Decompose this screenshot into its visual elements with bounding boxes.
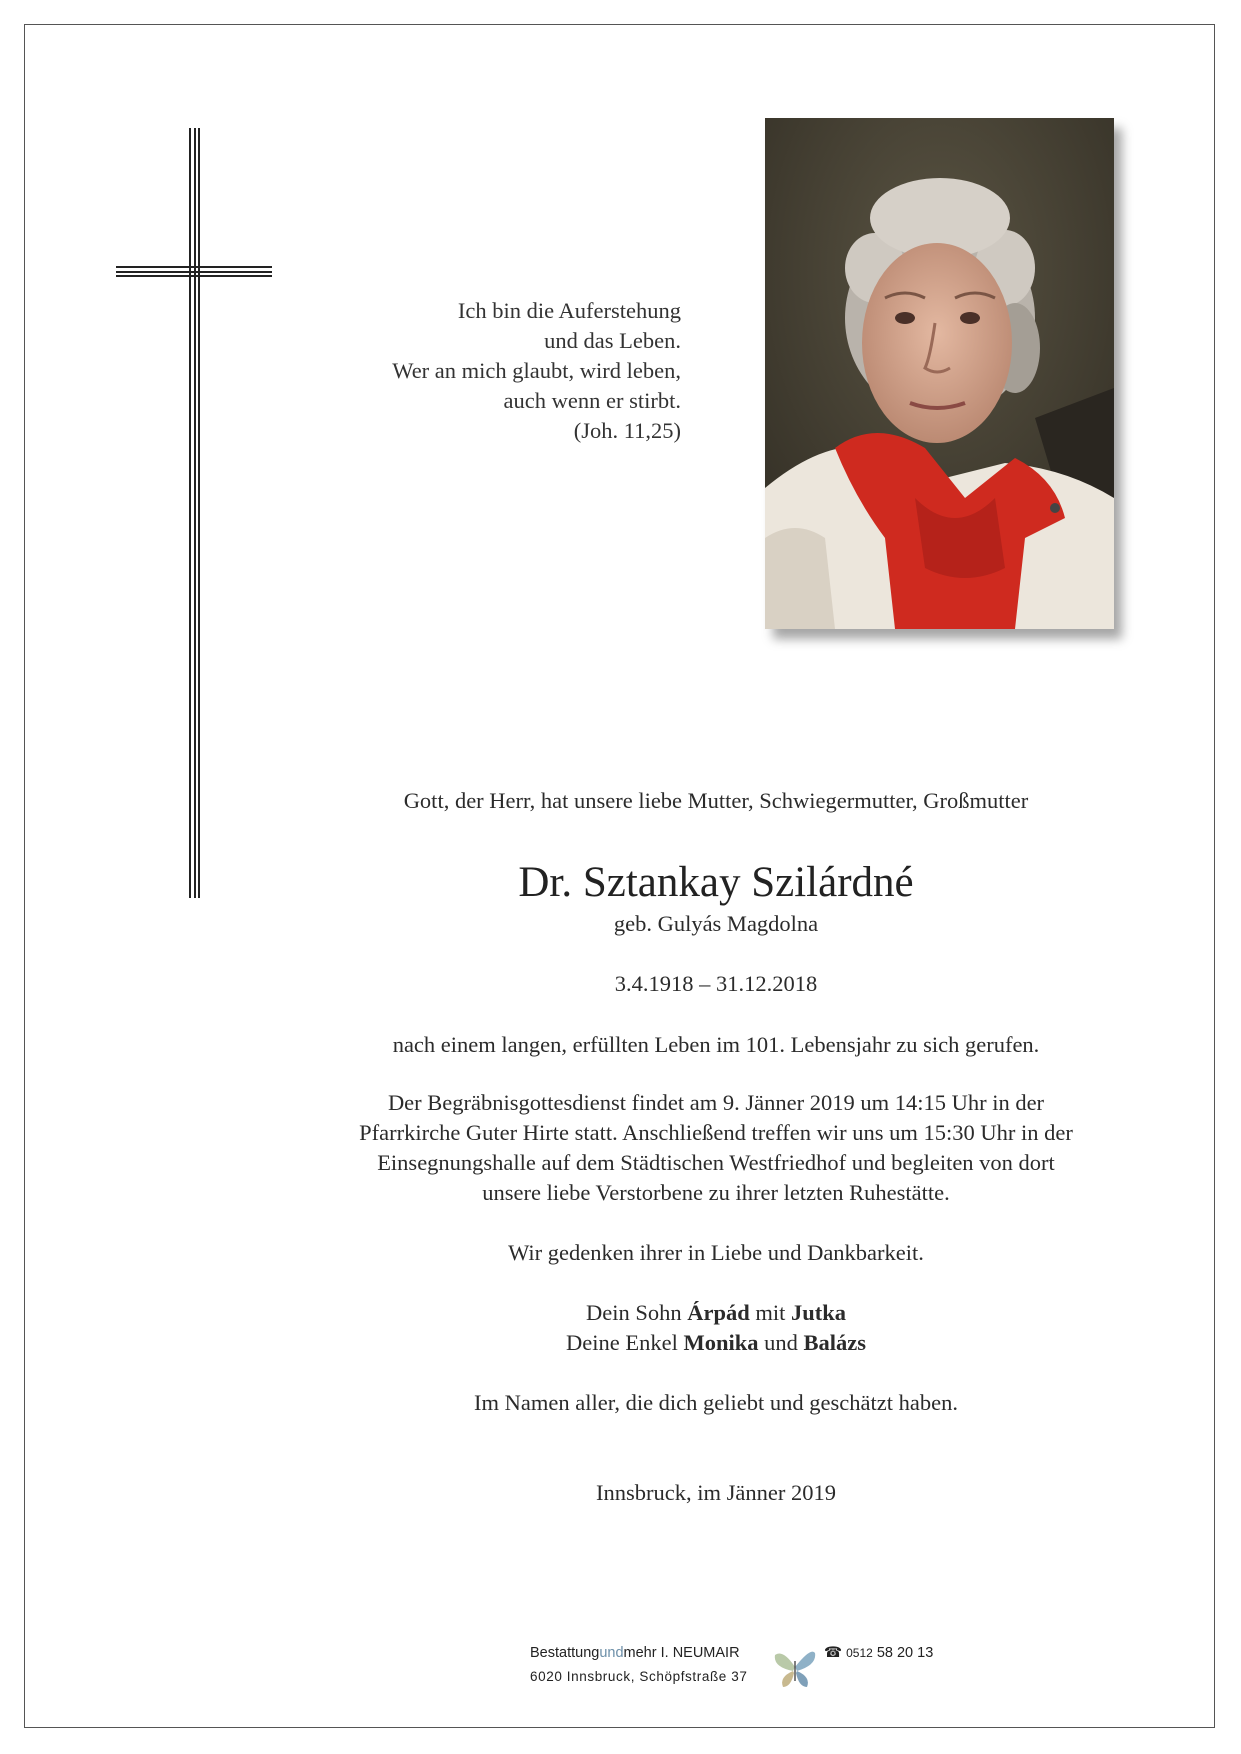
intro-text: Gott, der Herr, hat unsere liebe Mutter, Schwiegermutter, Großmutter xyxy=(403,788,1029,813)
place-date: Innsbruck, im Jänner 2019 xyxy=(596,1480,836,1505)
family-name: Balázs xyxy=(803,1330,866,1355)
phone-digits: 58 20 13 xyxy=(872,1645,934,1661)
family-line-grandchildren xyxy=(300,1328,1132,1358)
service-line: Der Begräbnisgottesdienst findet am 9. Jänner 2019 um 14:15 Uhr in der xyxy=(387,1090,1045,1115)
memory-text: Wir gedenken ihrer in Liebe und Dankbarkeit. xyxy=(508,1240,924,1265)
verse-line: Wer an mich glaubt, wird leben, xyxy=(392,358,681,383)
family-text: und xyxy=(758,1330,804,1355)
brand-part: mehr xyxy=(623,1645,657,1661)
brand-part: Bestattung xyxy=(530,1645,600,1661)
funeral-home-name xyxy=(530,1645,740,1661)
verse-reference: (Joh. 11,25) xyxy=(573,418,681,443)
cross-icon xyxy=(116,128,272,898)
verse-line: auch wenn er stirbt. xyxy=(503,388,681,413)
brand-part: I. NEUMAIR xyxy=(656,1645,740,1661)
funeral-service-text xyxy=(300,1088,1132,1208)
service-line: unsere liebe Verstorbene zu ihrer letzten Ruhestätte. xyxy=(482,1180,950,1205)
service-line: Pfarrkirche Guter Hirte statt. Anschließend treffen wir uns um 15:30 Uhr in der xyxy=(359,1120,1073,1145)
life-dates: 3.4.1918 – 31.12.2018 xyxy=(614,971,818,996)
verse-line: Ich bin die Auferstehung xyxy=(457,298,681,323)
verse-line: und das Leben. xyxy=(544,328,681,353)
family-line-son xyxy=(300,1298,1132,1328)
butterfly-icon xyxy=(773,1647,817,1689)
brand-part: und xyxy=(599,1645,624,1661)
family-text: Deine Enkel xyxy=(566,1330,684,1355)
family-name: Árpád xyxy=(687,1300,750,1325)
funeral-home-footer xyxy=(530,1645,950,1695)
phone-number xyxy=(824,1645,933,1661)
phone-prefix: 0512 xyxy=(846,1646,873,1660)
family-name: Monika xyxy=(683,1330,759,1355)
called-text: nach einem langen, erfüllten Leben im 101. Lebensjahr zu sich gerufen. xyxy=(392,1032,1040,1057)
family-text: Dein Sohn xyxy=(585,1300,688,1325)
on-behalf-text: Im Namen aller, die dich geliebt und geschätzt haben. xyxy=(474,1390,958,1415)
deceased-name: Dr. Sztankay Szilárdné xyxy=(518,859,914,906)
family-name: Jutka xyxy=(791,1300,847,1325)
family-signature xyxy=(300,1298,1132,1358)
birth-name: geb. Gulyás Magdolna xyxy=(613,911,819,936)
portrait-photo xyxy=(765,118,1114,629)
service-line: Einsegnungshalle auf dem Städtischen Westfriedhof und begleiten von dort xyxy=(377,1150,1055,1175)
phone-icon: ☎ xyxy=(824,1645,843,1661)
bible-verse xyxy=(392,296,681,446)
family-text: mit xyxy=(749,1300,791,1325)
funeral-home-address: 6020 Innsbruck, Schöpfstraße 37 xyxy=(530,1669,748,1684)
